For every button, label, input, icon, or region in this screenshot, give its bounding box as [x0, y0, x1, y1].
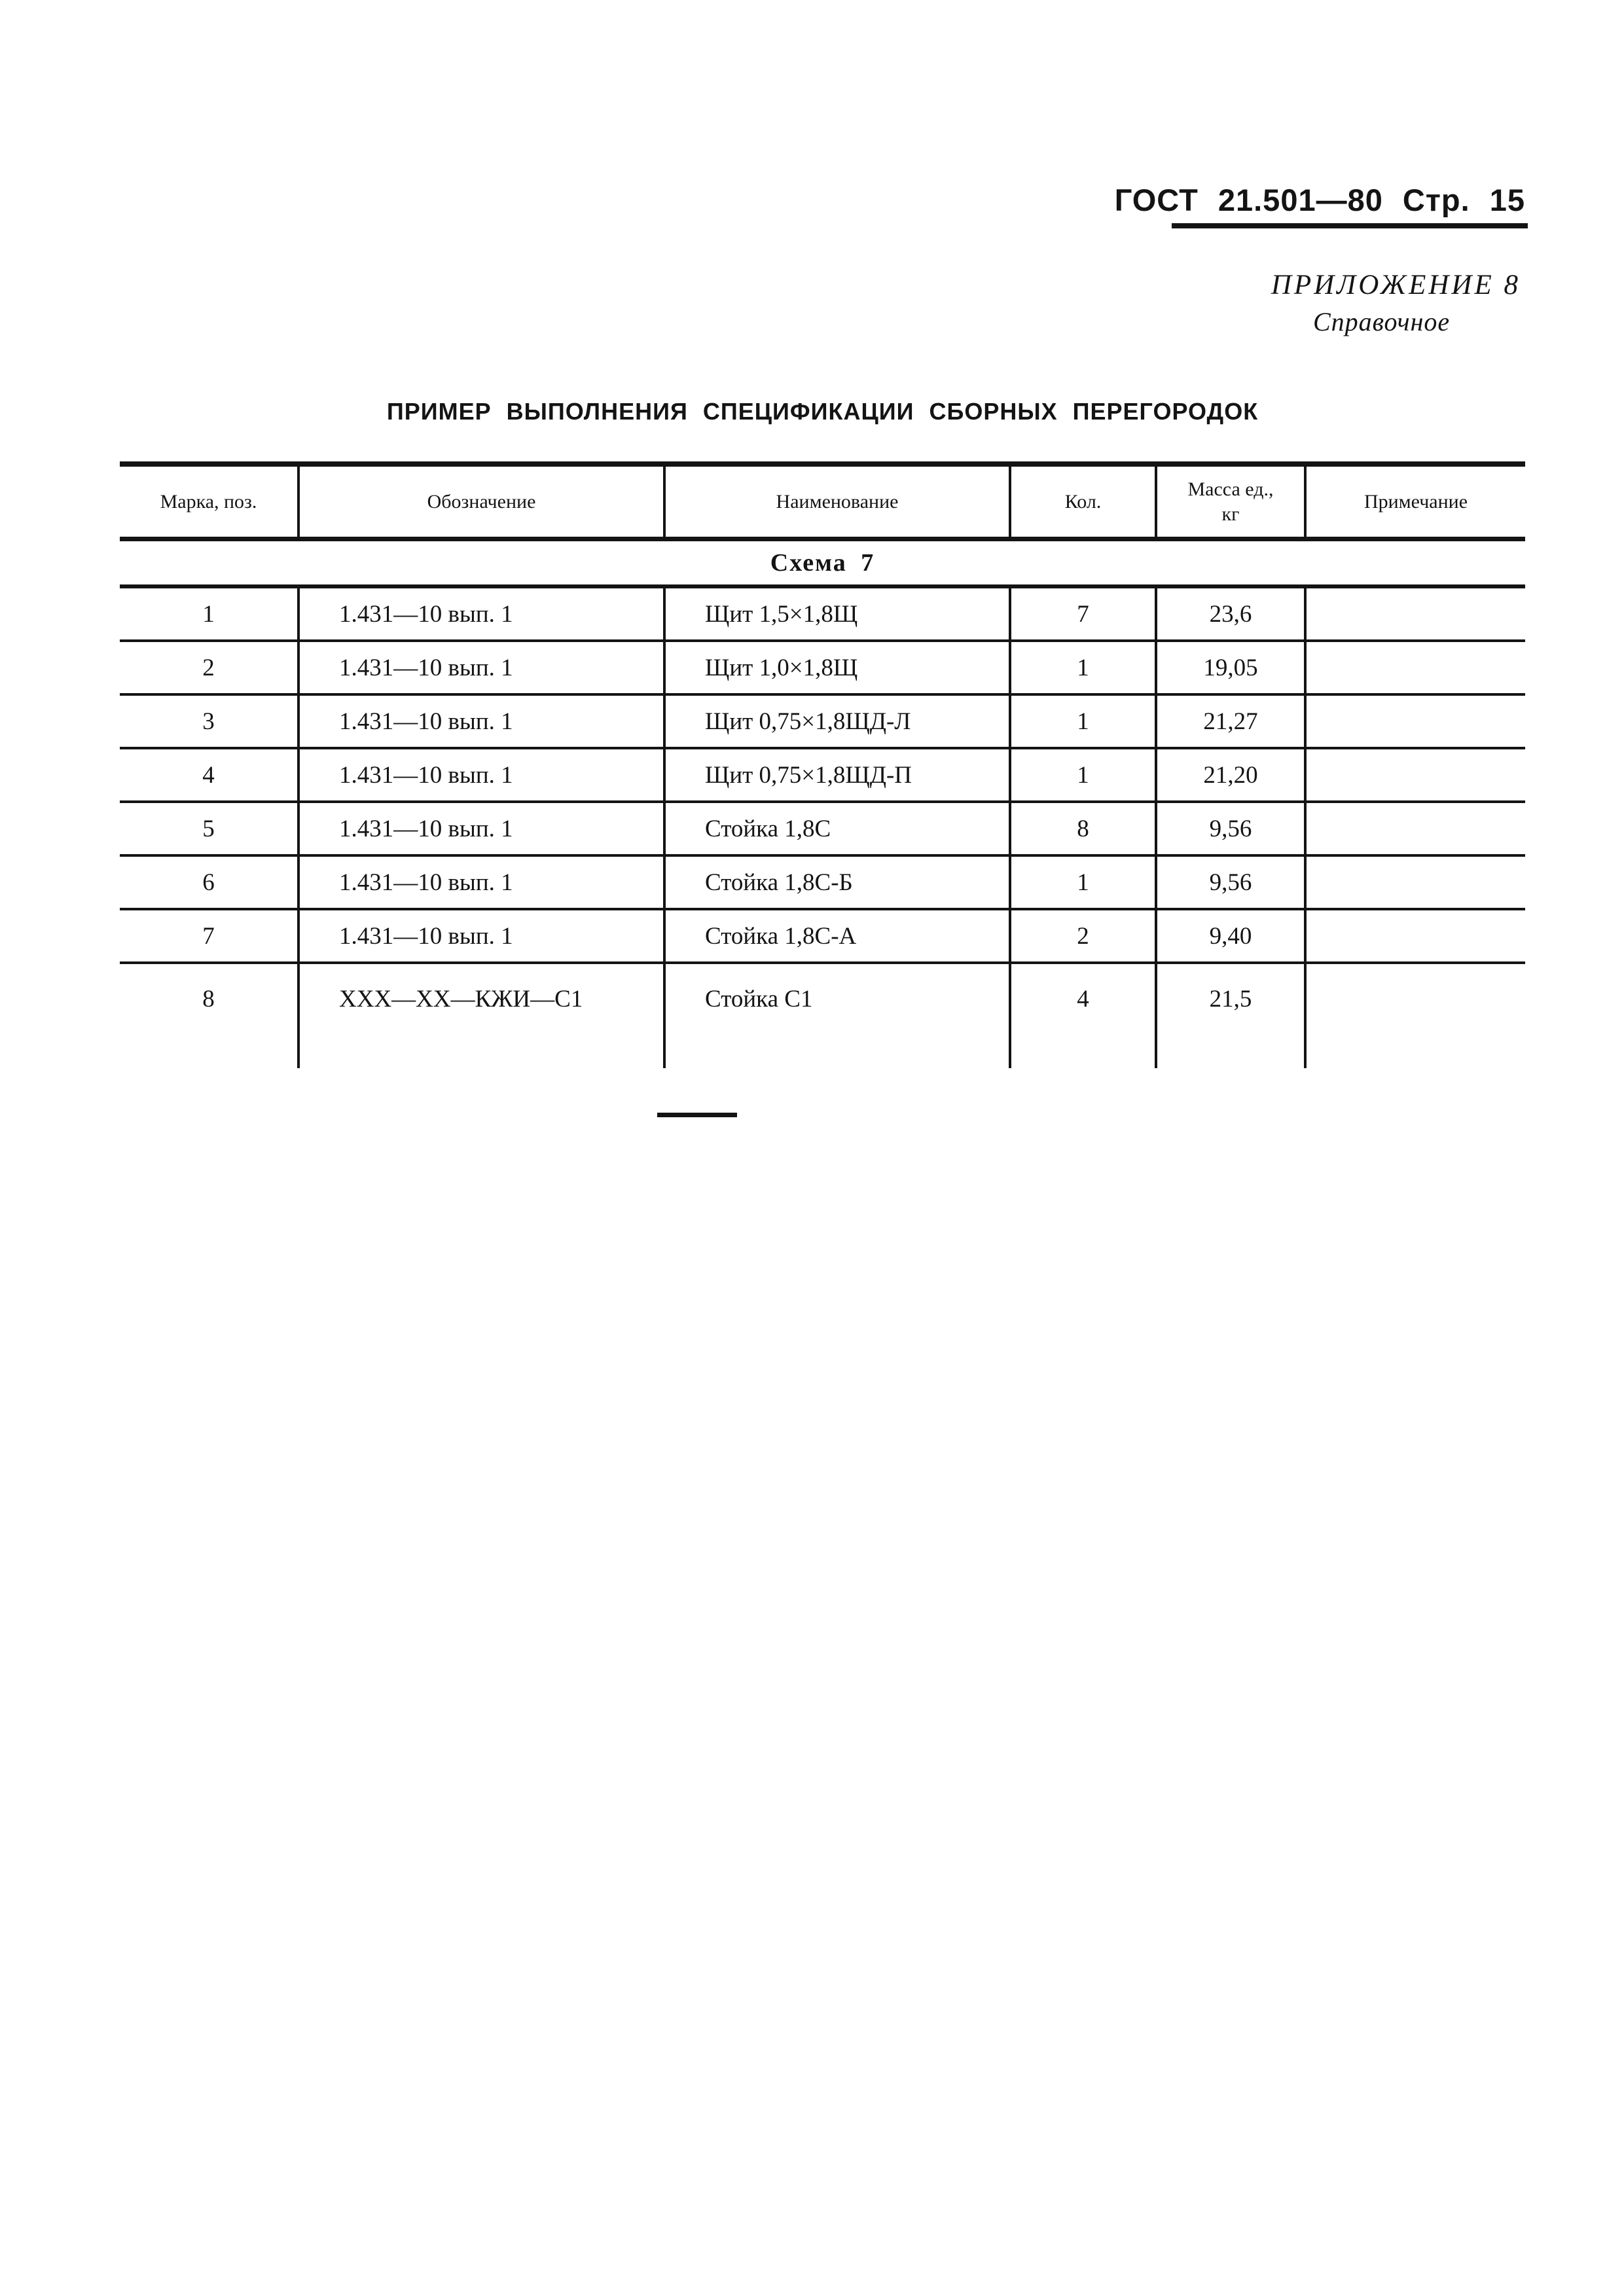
schema-row — [120, 539, 1525, 587]
table-row — [120, 855, 1525, 909]
page-title: ПРИМЕР ВЫПОЛНЕНИЯ СПЕЦИФИКАЦИИ СБОРНЫХ ПЕРЕГОРОДОК — [386, 398, 1259, 425]
cell-qty: 7 — [1010, 586, 1156, 641]
cell-qty: 1 — [1010, 694, 1156, 748]
cell-qty: 1 — [1010, 855, 1156, 909]
cell-designation: 1.431—10 вып. 1 — [298, 641, 664, 694]
cell-designation: 1.431—10 вып. 1 — [298, 694, 664, 748]
col-header-mass: Масса ед., кг — [1156, 464, 1305, 539]
cell-mass: 21,20 — [1156, 748, 1305, 802]
cell-name: Стойка 1,8С-Б — [664, 855, 1010, 909]
cell-name: Щит 0,75×1,8ЩД-Л — [664, 694, 1010, 748]
header-rule — [1172, 223, 1528, 228]
table-row — [120, 963, 1525, 1068]
col-header-qty: Кол. — [1010, 464, 1156, 539]
col-header-note: Примечание — [1305, 464, 1525, 539]
col-header-mark: Марка, поз. — [120, 464, 298, 539]
cell-qty: 8 — [1010, 802, 1156, 855]
table-row — [120, 586, 1525, 641]
cell-mass: 19,05 — [1156, 641, 1305, 694]
cell-qty: 4 — [1010, 963, 1156, 1068]
appendix-label: ПРИЛОЖЕНИЕ 8 — [1271, 270, 1521, 300]
table-row — [120, 802, 1525, 855]
cell-note — [1305, 586, 1525, 641]
cell-note — [1305, 909, 1525, 963]
col-header-name: Наименование — [664, 464, 1010, 539]
cell-mark: 1 — [120, 586, 298, 641]
col-header-designation: Обозначение — [298, 464, 664, 539]
cell-name: Щит 0,75×1,8ЩД-П — [664, 748, 1010, 802]
cell-mark: 5 — [120, 802, 298, 855]
cell-mass: 21,5 — [1156, 963, 1305, 1068]
cell-designation: 1.431—10 вып. 1 — [298, 855, 664, 909]
cell-designation: 1.431—10 вып. 1 — [298, 909, 664, 963]
cell-name: Стойка 1,8С — [664, 802, 1010, 855]
cell-mass: 9,40 — [1156, 909, 1305, 963]
cell-qty: 1 — [1010, 748, 1156, 802]
cell-note — [1305, 748, 1525, 802]
table-row — [120, 641, 1525, 694]
cell-designation: 1.431—10 вып. 1 — [298, 586, 664, 641]
cell-name: Щит 1,0×1,8Щ — [664, 641, 1010, 694]
cell-note — [1305, 855, 1525, 909]
specification-table — [120, 461, 1525, 1068]
cell-mass: 23,6 — [1156, 586, 1305, 641]
cell-name: Стойка С1 — [664, 963, 1010, 1068]
cell-designation: 1.431—10 вып. 1 — [298, 802, 664, 855]
cell-mark: 6 — [120, 855, 298, 909]
cell-mass: 9,56 — [1156, 855, 1305, 909]
cell-designation: 1.431—10 вып. 1 — [298, 748, 664, 802]
cell-name: Щит 1,5×1,8Щ — [664, 586, 1010, 641]
schema-label: Схема 7 — [120, 539, 1525, 587]
cell-note — [1305, 802, 1525, 855]
cell-qty: 2 — [1010, 909, 1156, 963]
table-header — [120, 464, 1525, 539]
cell-note — [1305, 641, 1525, 694]
table-row — [120, 909, 1525, 963]
cell-mass: 9,56 — [1156, 802, 1305, 855]
appendix-note: Справочное — [1313, 307, 1451, 336]
cell-note — [1305, 694, 1525, 748]
cell-mark: 3 — [120, 694, 298, 748]
cell-mark: 4 — [120, 748, 298, 802]
cell-mark: 8 — [202, 986, 215, 1013]
doc-reference: ГОСТ 21.501—80 Стр. 15 — [1114, 183, 1525, 217]
cell-qty: 1 — [1010, 641, 1156, 694]
cell-designation: ХХХ—ХХ—КЖИ—С1 — [298, 963, 664, 1068]
cell-mark: 2 — [120, 641, 298, 694]
cell-name: Стойка 1,8С-А — [664, 909, 1010, 963]
table-row — [120, 694, 1525, 748]
table-row — [120, 748, 1525, 802]
cell-mass: 21,27 — [1156, 694, 1305, 748]
cell-note — [1305, 963, 1525, 1068]
cell-mark: 7 — [120, 909, 298, 963]
end-of-table-rule — [657, 1113, 737, 1117]
